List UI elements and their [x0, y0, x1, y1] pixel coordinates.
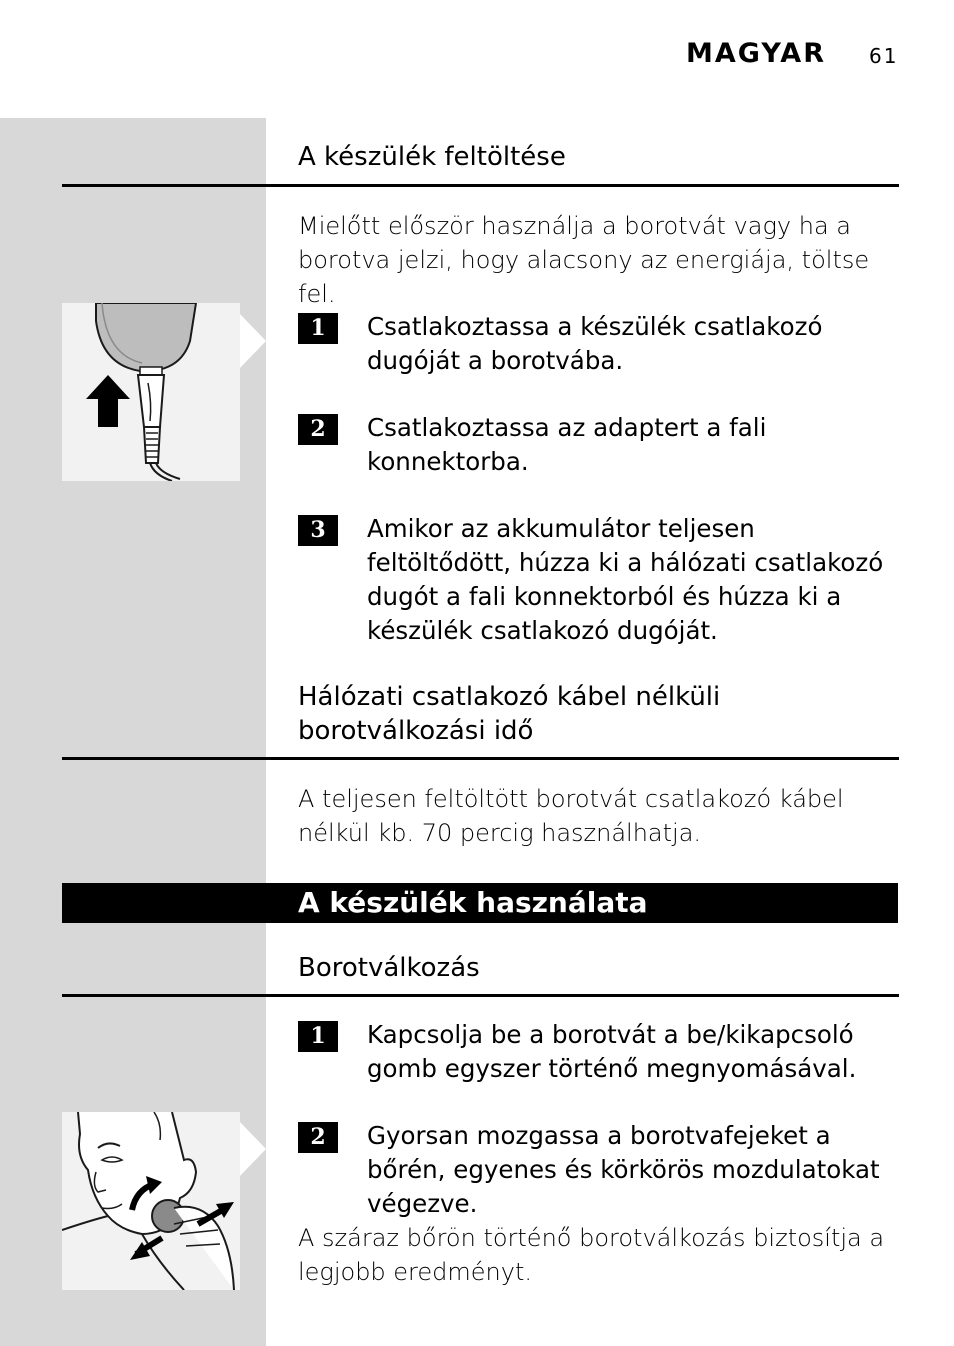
shaving-step-1: Kapcsolja be a borotvát a be/kikapcsoló gomb egyszer történő megnyomásával.: [367, 1020, 857, 1083]
step-number-badge: 2: [298, 414, 338, 445]
charging-intro: Mielőtt először használja a borotvát vagy ha a borotva jelzi, hogy alacsony az energiája, töltse fel.: [298, 212, 870, 308]
charging-step-2: Csatlakoztassa az adaptert a fali konnektorba.: [367, 413, 767, 476]
shaving-step-2: Gyorsan mozgassa a borotvafejeket a bőrén, egyenes és körkörös mozdulatokat végezve.: [367, 1121, 880, 1218]
heading-rule: [62, 994, 899, 997]
heading-rule: [62, 757, 899, 760]
language-label: MAGYAR: [686, 38, 826, 69]
usage-section-title: A készülék használata: [298, 886, 648, 919]
step-number-badge: 3: [298, 515, 338, 546]
shaving-note: A száraz bőrön történő borotválkozás biztosítja a legjobb eredményt.: [298, 1224, 885, 1286]
charging-step-1: Csatlakoztassa a készülék csatlakozó dugóját a borotvába.: [367, 312, 823, 375]
step-number-badge: 1: [298, 313, 338, 344]
plug-into-shaver-illustration: [62, 303, 240, 481]
plug-illustration-graphic: [62, 303, 240, 481]
step-number-badge: 2: [298, 1122, 338, 1153]
charging-heading: A készülék feltöltése: [298, 142, 566, 172]
heading-rule: [62, 184, 899, 187]
cordless-heading: Hálózati csatlakozó kábel nélküli borotválkozási idő: [298, 682, 721, 746]
page-number: 61: [869, 44, 899, 68]
illustration-pointer: [240, 314, 266, 368]
illustration-pointer: [240, 1122, 266, 1176]
step-number-badge: 1: [298, 1021, 338, 1052]
charging-step-3: Amikor az akkumulátor teljesen feltöltődött, húzza ki a hálózati csatlakozó dugót a fali konnektorból és húzza ki a készülék csatlakozó dugóját.: [367, 514, 884, 645]
shaving-face-illustration: [62, 1112, 240, 1290]
shaving-illustration-graphic: [62, 1112, 240, 1290]
cordless-text: A teljesen feltöltött borotvát csatlakozó kábel nélkül kb. 70 percig használhatja.: [298, 785, 844, 847]
shaving-heading: Borotválkozás: [298, 953, 480, 983]
